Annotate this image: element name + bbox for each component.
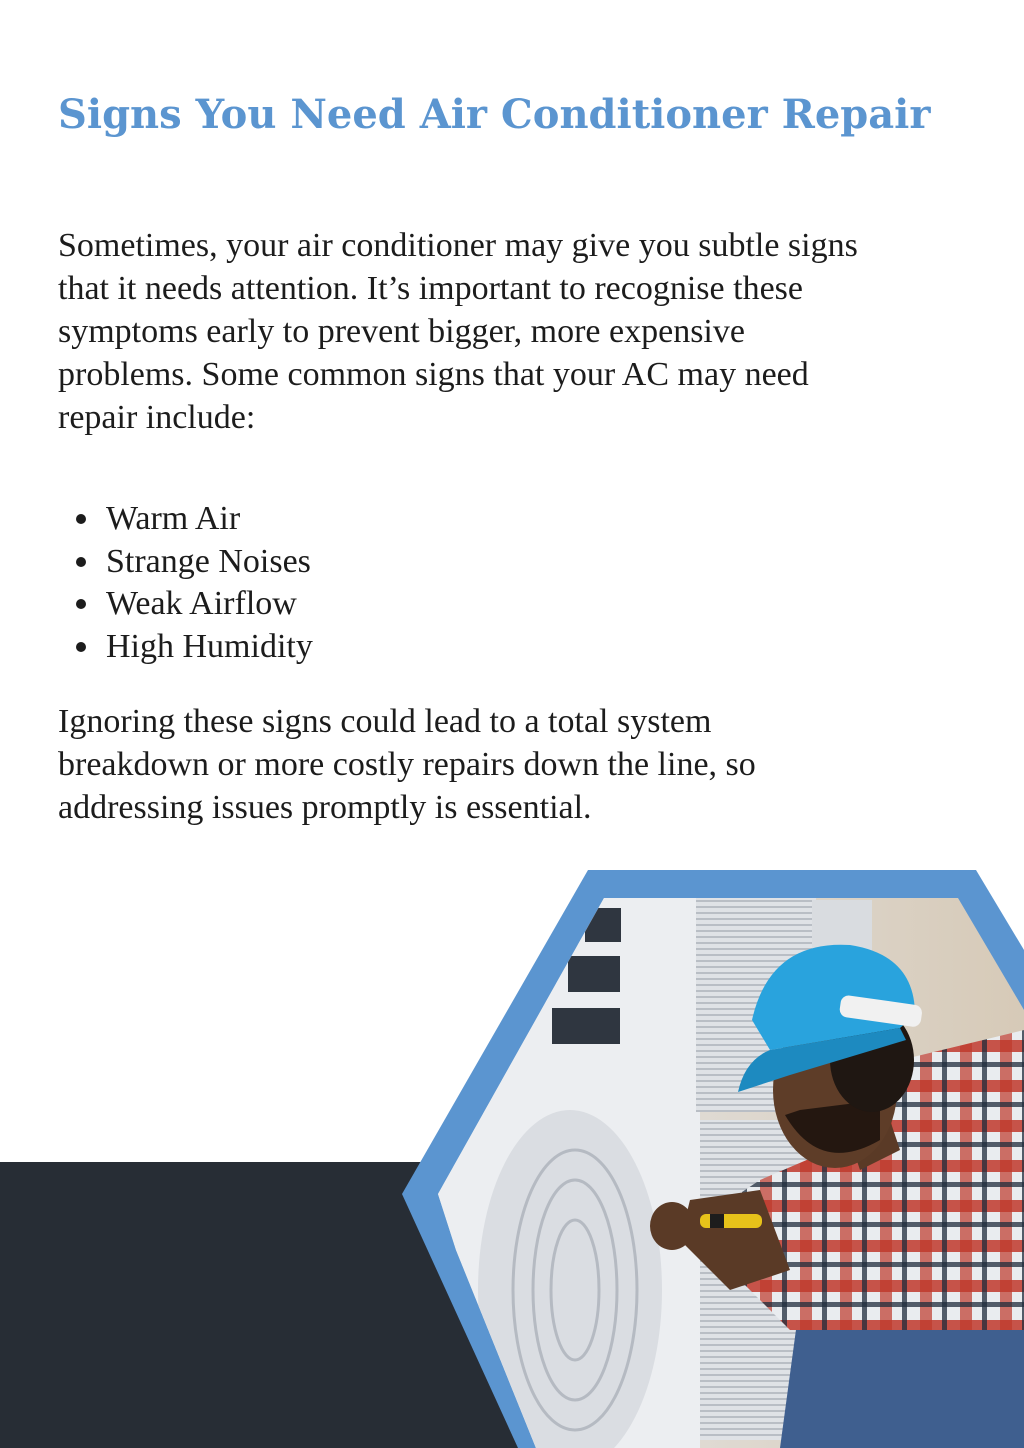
sign-label: Weak Airflow [106,585,297,622]
page-title: Signs You Need Air Conditioner Repair [58,91,931,138]
closing-paragraph: Ignoring these signs could lead to a total system breakdown or more costly repairs down the line, so addressing issues promptly is essential. [58,703,756,826]
sign-label: Strange Noises [106,542,311,580]
sign-label: High Humidity [106,627,313,665]
sign-label: Warm Air [106,500,241,537]
screwdriver-icon [700,1214,762,1228]
intro-paragraph: Sometimes, your air conditioner may give you subtle signs that it needs attention. It’s important to recognise these symptoms early to prevent bigger, more expensive problems. Some common signs that your AC may need repair include: [58,227,858,436]
